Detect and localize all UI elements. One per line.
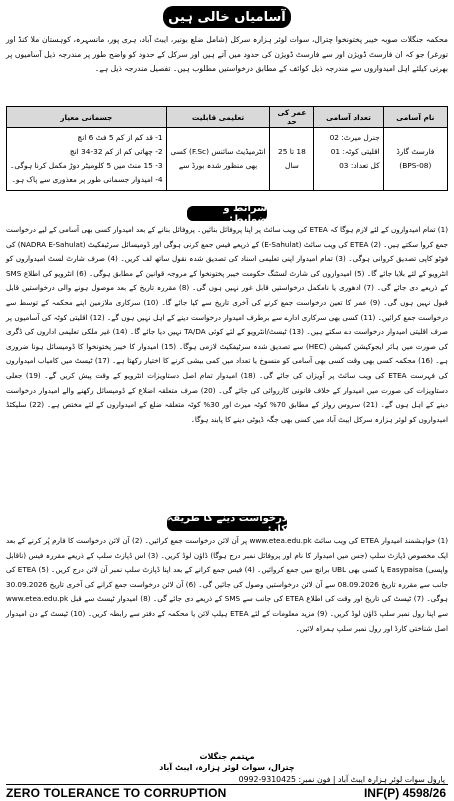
table-row [7, 128, 448, 191]
post-scale: (BPS-08) [399, 161, 432, 170]
age-limit-cell: 18 تا 25 سال [270, 128, 314, 191]
intro-paragraph: محکمہ جنگلات صوبہ خیبر پختونخوا چترال، سوات لوئر ہزارہ سرکل (شامل ضلع بونیر، ایبٹ آباد، ہری پور، مانسہرہ، کوہستان ملا کنڈ اور تورغر) جو کہ ان فارسٹ ڈویژن اور سے فارسٹ ڈویژن کی حدود میں آتے ہیں اور سرکل کے حدود کو واضح طور پر مندرجہ ذیل آسامیوں پر بھرتی کیلئے اہل امیدواروں سے مندرجہ ذیل کوائف کے مطابق درخواستیں مطلوب ہیں۔ تفصیل مندرجہ ذیل ہے۔ [6, 35, 448, 73]
header-physical-standard: جسمانی معیار [7, 107, 167, 128]
qualification-cell: انٹرمیڈیٹ سائنس (F.Sc) کسی بھی منظور شدہ بورڈ سے [166, 128, 270, 191]
zero-tolerance-slogan: ZERO TOLERANCE TO CORRUPTION [6, 786, 227, 800]
physical-standard-cell [7, 128, 167, 191]
physical-height: 1- قد کم از کم 5 فٹ 6 انچ [77, 133, 163, 142]
procedure-heading: درخواست دینے کا طریقہ کار: [167, 512, 287, 535]
header-qualification: تعلیمی قابلیت [166, 107, 270, 128]
count-total: کل تعداد: 03 [339, 161, 380, 170]
signature-title: مہتمم جنگلات [199, 752, 255, 761]
header-age-limit: عمر کی حد [270, 107, 314, 128]
post-count-cell [314, 128, 383, 191]
physical-fitness: 4- امیدوار جسمانی طور پر معذوری سے پاک ہو۔ [11, 175, 163, 184]
inf-reference-number: INF(P) 4598/26 [363, 786, 446, 800]
signature-subtitle: چترال، سوات لوئر ہزارہ، ایبٹ آباد [159, 763, 295, 772]
physical-chest: 2- چھاتی کم از کم 32-34 انچ [69, 147, 163, 156]
physical-race: 3- 15 منٹ میں 5 کلومیٹر دوڑ مکمل کرنا ہوگی۔ [10, 161, 163, 170]
office-address: پارول سوات لوئر ہزارہ ایبٹ آباد | فون نمبر: 9310425-0992 [238, 775, 445, 784]
header-post-count: تعداد آسامی [314, 107, 383, 128]
conditions-heading: شرائط و ضوابط: [187, 206, 267, 221]
signature-block [120, 751, 334, 773]
count-general-merit: جنرل میرٹ: 02 [329, 133, 380, 142]
table-header-row [7, 107, 448, 128]
post-name: فارسٹ گارڈ [396, 147, 435, 156]
posts-table [6, 106, 448, 191]
vacancies-title: آسامیاں خالی ہیں [163, 6, 291, 28]
header-post-name: نام آسامی [383, 107, 447, 128]
count-minority-quota: اقلیتی کوٹہ: 01 [330, 147, 380, 156]
conditions-text: (1) تمام امیدواروں کے لئے لازم ہوگا کہ ETEA کی ویب سائٹ پر اپنا پروفائل بنائیں۔ پروفائل بنانے کے بعد امیدوار کسی بھی آسامی کے لیے درخواست جمع کروا سکتے ہیں۔ (2) ETEA کی ویب سائٹ (E-Sahulat) کے ذریعے فیس جمع کرنی ہوگی اور ڈومیسائل سرٹیفکیٹ (NADRA E-Sahulat) کی فوٹو کاپی تصدیق کروانی ہوگی۔ (3) تمام امیدوار اپنی تعلیمی اسناد کی تصدیق شدہ نقول ساتھ لف کریں۔ (4) صرف شارٹ لسٹ امیدواروں کو انٹرویو کے لئے بلایا جائے گا۔ (5) امیدواروں کی شارٹ لسٹنگ حکومت خیبر پختونخوا کے مروجہ قوانین کے مطابق ہوگی۔ (6) انٹرویو کی اطلاع SMS کے ذریعے دی جائے گی۔ (7) ادھوری یا نامکمل درخواستیں قابل غور نہیں ہوں گی۔ (8) مقررہ تاریخ کے بعد موصول ہونے والی درخواستیں قابل قبول نہیں ہوں گی۔ (9) عمر کا تعین درخواست جمع کرنے کی آخری تاریخ سے کیا جائے گا۔ (10) سرکاری ملازمین اپنے محکمہ کے توسط سے درخواست جمع کرائیں۔ (11) کسی بھی سرکاری ادارے سے برطرف امیدوار درخواست دینے کے اہل نہیں ہوں گے۔ (12) اقلیتی کوٹہ کی آسامیوں پر صرف اقلیتی امیدوار درخواست دے سکتے ہیں۔ (13) ٹیسٹ/انٹرویو کے لئے کوئی TA/DA نہیں دیا جائے گا۔ (14) غیر ملکی تعلیمی اداروں کی ڈگری کی صورت میں ہائر ایجوکیشن کمیشن (HEC) سے تصدیق شدہ سرٹیفکیٹ لازمی ہوگا۔ (15) امیدوار کا خیبر پختونخوا کا ڈومیسائل ہونا ضروری ہے۔ (16) محکمہ کسی بھی وقت کسی بھی آسامی کو منسوخ یا تعداد میں کمی بیشی کرنے کا اختیار رکھتا ہے۔ (17) ٹیسٹ میں کامیاب امیدواروں کی فہرست ETEA کی ویب سائٹ پر آویزاں کی جائے گی۔ (18) امیدوار تمام اصل دستاویزات انٹرویو کے وقت پیش کریں گے۔ (19) جعلی دستاویزات کی صورت میں امیدوار کے خلاف قانونی کارروائی کی جائے گی۔ (20) صرف متعلقہ اضلاع کے ڈومیسائل رکھنے والے امیدوار درخواست دینے کے اہل ہوں گے۔ (21) سروس رولز کے مطابق 70% کوٹہ میرٹ اور 30% کوٹہ متعلقہ ضلع کے امیدواروں کے لئے مختص ہے۔ (22) سلیکٹڈ امیدواروں کو لوئر ہزارہ سرکل ایبٹ آباد میں کسی بھی جگہ ڈیوٹی دینے کا پابند ہوگا۔ [6, 225, 449, 424]
footer-divider [6, 784, 448, 785]
procedure-text: (1) خواہشمند امیدوار ETEA کی ویب سائٹ www.etea.edu.pk پر آن لائن درخواست جمع کرائیں۔ (2) آن لائن درخواست کا فارم پُر کرنے کے بعد ایک مخصوص ڈپازٹ سلپ (جس میں امیدوار کا نام اور پروفائل نمبر درج ہوگا) ڈاؤن لوڈ کریں۔ (3) اس ڈپازٹ سلپ کے ذریعے مقررہ فیس (ناقابل واپسی) Easypaisa یا کسی بھی UBL برانچ میں جمع کروائیں۔ (4) فیس جمع کرانے کے بعد اپنا ڈپازٹ سلپ نمبر آن لائن درج کریں۔ (5) ETEA کی جانب سے مقررہ تاریخ 08.09.2026 سے آن لائن درخواستیں وصول کی جائیں گی۔ (6) آن لائن درخواست جمع کرانے کی آخری تاریخ 30.09.2026 ہوگی۔ (7) ٹیسٹ کی تاریخ اور وقت کی اطلاع ETEA کی جانب سے SMS کے ذریعے دی جائے گی۔ (8) امیدوار ٹیسٹ سے قبل www.etea.edu.pk سے اپنا رول نمبر سلپ ڈاؤن لوڈ کریں۔ (9) مزید معلومات کے لئے ETEA ہیلپ لائن یا محکمہ کے دفتر سے رابطہ کریں۔ (10) ٹیسٹ کے دن امیدوار اصل شناختی کارڈ اور رول نمبر سلپ ہمراہ لائیں۔ [6, 536, 449, 633]
post-name-cell [383, 128, 447, 191]
